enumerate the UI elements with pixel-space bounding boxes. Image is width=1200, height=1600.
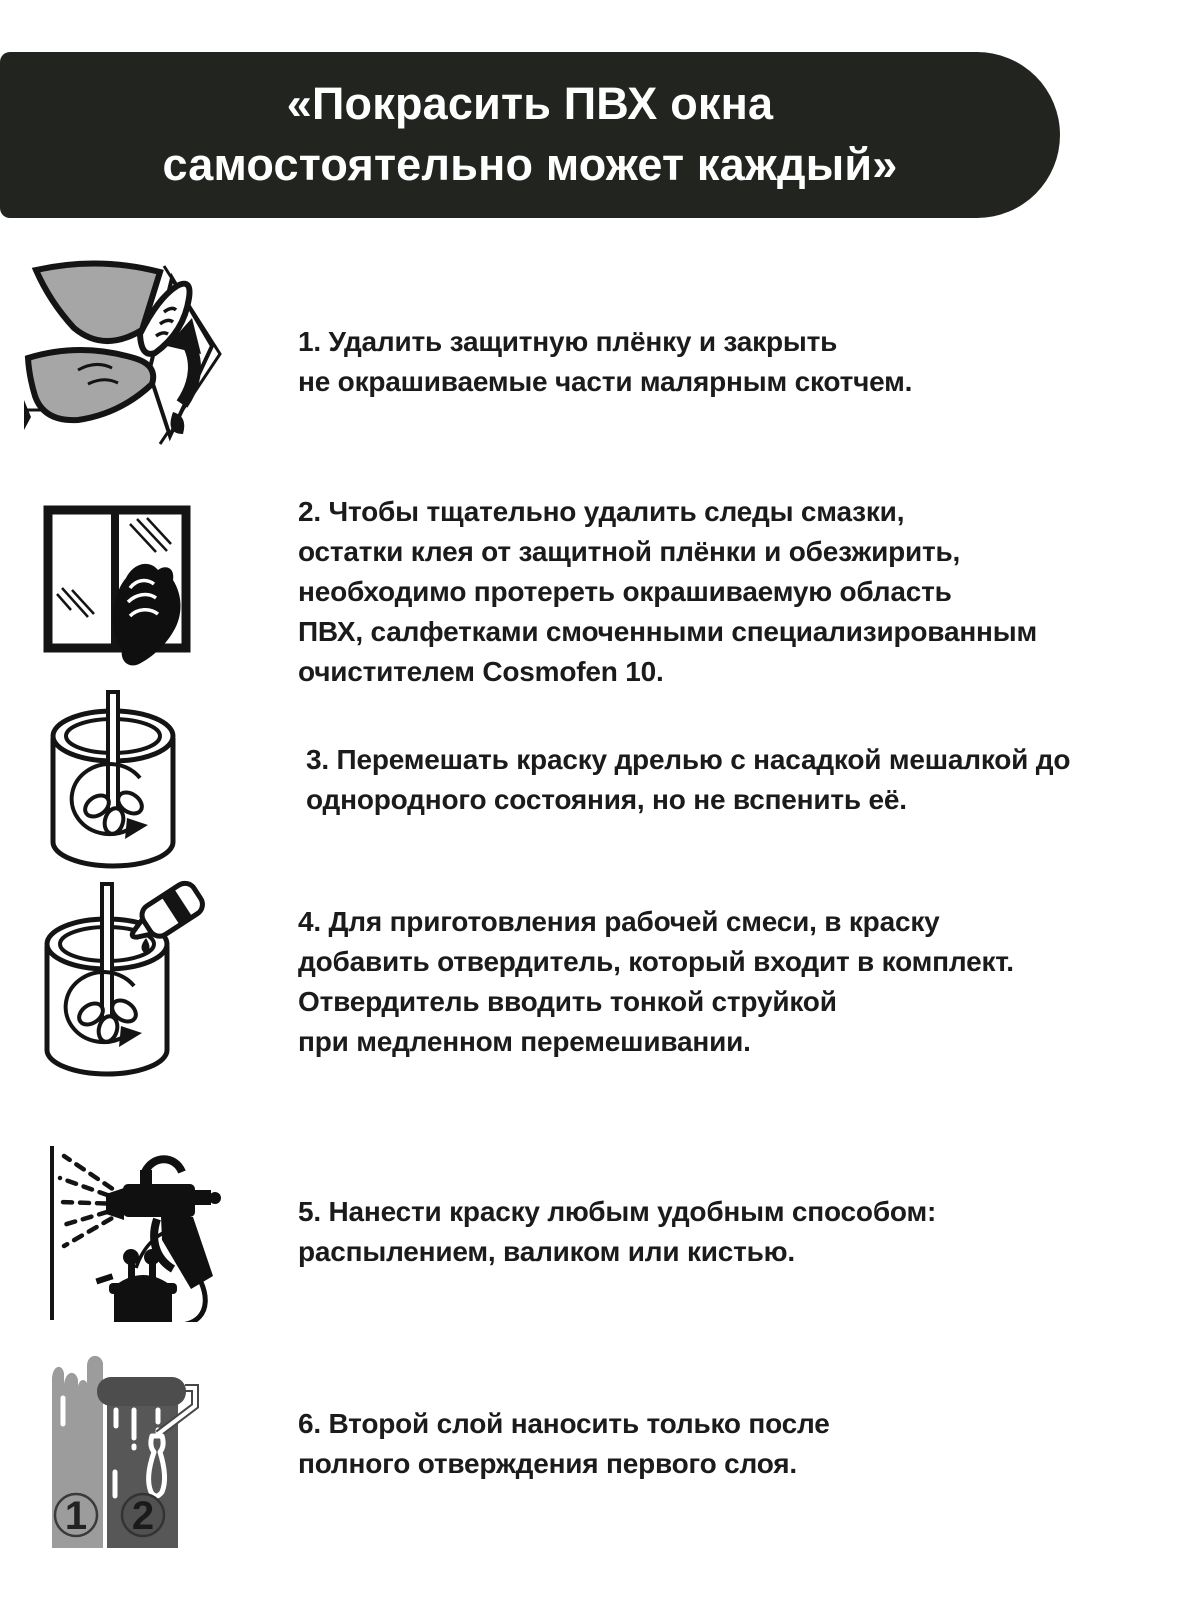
step-4-text [298, 902, 1014, 1062]
header-banner [0, 52, 1060, 218]
second-coat-label: 2 [131, 1494, 155, 1538]
step-6-text [298, 1404, 830, 1484]
step-text-line: при медленном перемешивании. [298, 1026, 751, 1057]
step-2-text [298, 492, 1037, 692]
step-text-line: не окрашиваемые части малярным скотчем. [298, 366, 913, 397]
first-coat-label: 1 [64, 1494, 88, 1538]
step-text-line: остатки клея от защитной плёнки и обезжирить, [298, 536, 961, 567]
step-text-line: Отвердитель вводить тонкой струйкой [298, 986, 837, 1017]
step-3-text [306, 740, 1070, 820]
step-text-line: 1. Удалить защитную плёнку и закрыть [298, 326, 838, 357]
wipe-window-icon [42, 502, 194, 668]
step-text-line: однородного состояния, но не вспенить её. [306, 784, 907, 815]
spray-gun-icon [44, 1140, 224, 1322]
step-text-line: добавить отвердитель, который входит в комплект. [298, 946, 1014, 977]
step-text-line: 5. Нанести краску любым удобным способом: [298, 1196, 937, 1227]
step-text-line: полного отверждения первого слоя. [298, 1448, 797, 1479]
step-text-line: 2. Чтобы тщательно удалить следы смазки, [298, 496, 905, 527]
step-text-line: ПВХ, салфетками смоченными специализированным [298, 616, 1037, 647]
step-text-line: 3. Перемешать краску дрелью с насадкой мешалкой до [306, 744, 1071, 775]
page-title-line-1: «Покрасить ПВХ окна [286, 78, 774, 129]
step-text-line: 6. Второй слой наносить только после [298, 1408, 830, 1439]
add-hardener-icon [40, 878, 216, 1084]
page-title-line-2: самостоятельно может каждый» [162, 139, 898, 190]
step-text-line: необходимо протереть окрашиваемую область [298, 576, 952, 607]
step-1-text [298, 322, 912, 402]
step-text-line: очистителем Cosmofen 10. [298, 656, 664, 687]
peel-protective-film-icon [22, 260, 228, 448]
second-coat-roller-icon [48, 1350, 200, 1552]
mix-paint-drill-icon [46, 690, 180, 876]
step-text-line: 4. Для приготовления рабочей смеси, в краску [298, 906, 940, 937]
step-5-text [298, 1192, 936, 1272]
step-text-line: распылением, валиком или кистью. [298, 1236, 795, 1267]
